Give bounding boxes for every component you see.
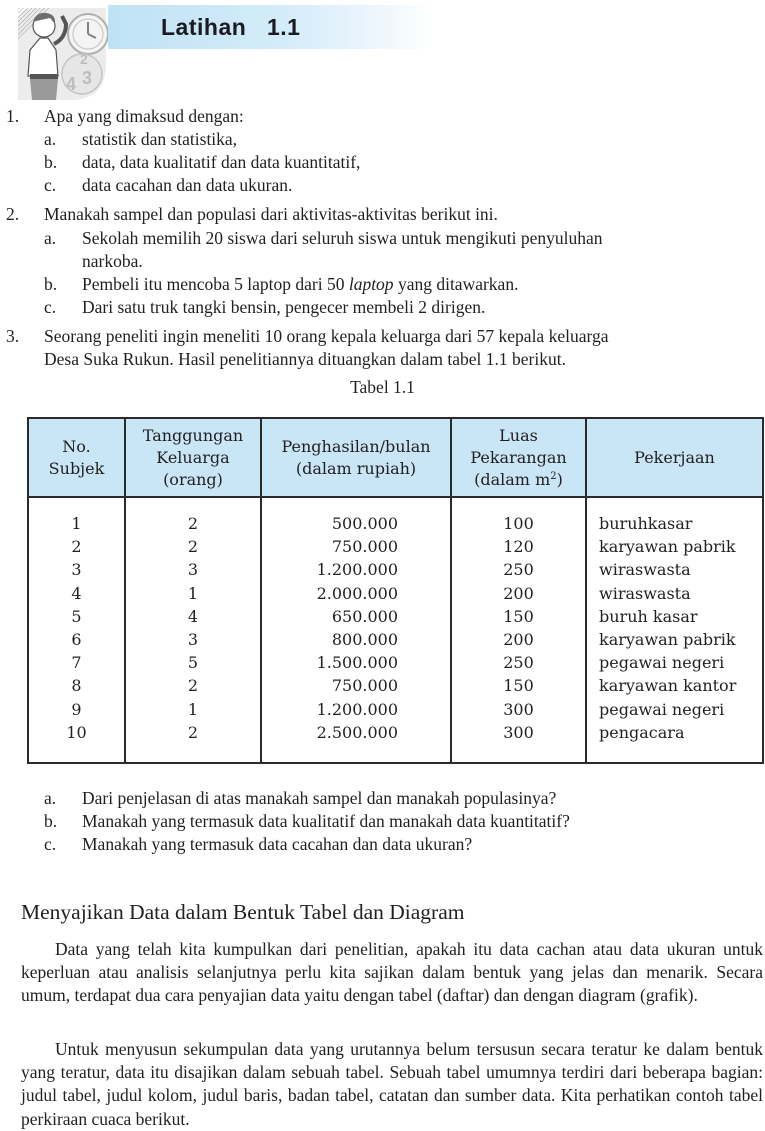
header-line: (dalam rupiah) [295, 458, 417, 478]
thinking-boy-illustration [10, 4, 110, 100]
cell-area: 150 [451, 674, 586, 697]
cell-income: 650.000 [261, 605, 451, 628]
cell-dependents: 1 [125, 582, 261, 605]
item-letter: c. [44, 175, 57, 195]
item-letter: c. [44, 834, 57, 854]
cell-area: 300 [451, 698, 586, 721]
cell-income: 750.000 [261, 674, 451, 697]
table-row [28, 674, 763, 697]
header-line: Tanggungan [142, 425, 244, 445]
cell-dependents: 3 [125, 558, 261, 581]
exercise-title-banner [108, 5, 432, 49]
svg-text:3: 3 [82, 68, 93, 88]
exercise-number: 2. [6, 204, 20, 224]
header-line [474, 470, 563, 489]
cell-dependents: 2 [125, 721, 261, 744]
cell-dependents: 1 [125, 698, 261, 721]
table-row [28, 698, 763, 721]
cell-area: 250 [451, 558, 586, 581]
header-line: (orang) [163, 469, 223, 489]
section-paragraph: Untuk menyusun sekumpulan data yang urutannya belum tersusun secara teratur ke dalam bentuk yang teratur, data itu disajikan dalam sebuah tabel. Sebuah tabel umumnya terdiri dari beberapa bagian: judul tabel, judul kolom, judul baris, badan tabel, catatan dan sumber data. Kita perhatikan contoh tabel perkiraan cuaca berikut. [21, 1039, 763, 1129]
cell-no: 2 [28, 535, 125, 558]
exercise-number: 1. [6, 106, 20, 126]
header-line: Pekarangan [470, 447, 567, 467]
cell-income: 1.200.000 [261, 698, 451, 721]
cell-no: 3 [28, 558, 125, 581]
svg-text:4: 4 [66, 74, 77, 94]
header-line: Luas [499, 425, 538, 445]
item-text [82, 273, 518, 296]
cell-income: 750.000 [261, 535, 451, 558]
cell-income: 800.000 [261, 628, 451, 651]
item-text-part: Pembeli itu mencoba 5 laptop dari 50 [82, 274, 349, 294]
header-line: No. [62, 436, 91, 456]
item-letter: a. [44, 129, 57, 149]
item-text: data cacahan dan data ukuran. [82, 175, 293, 195]
header-line-text: (dalam m [474, 469, 551, 489]
svg-text:2: 2 [80, 51, 88, 67]
item-text: Dari penjelasan di atas manakah sampel dan manakah populasinya? [82, 788, 557, 808]
cell-income: 500.000 [261, 512, 451, 535]
superscript: 2 [550, 470, 557, 482]
cell-income: 1.500.000 [261, 651, 451, 674]
item-text-italic: laptop [348, 274, 394, 294]
household-data-table [27, 417, 764, 764]
table-row [28, 535, 763, 558]
cell-job: pengacara [586, 721, 763, 744]
table-spacer [28, 744, 763, 763]
cell-job: karyawan pabrik [586, 628, 763, 651]
cell-area: 250 [451, 651, 586, 674]
exercise-title: Latihan 1.1 [161, 14, 301, 40]
cell-job: karyawan kantor [586, 674, 763, 697]
cell-job: wiraswasta [586, 582, 763, 605]
column-header-luas-pekarangan [451, 418, 586, 497]
cell-area: 300 [451, 721, 586, 744]
cell-job: karyawan pabrik [586, 535, 763, 558]
header-line-text: ) [556, 469, 563, 489]
cell-job: pegawai negeri [586, 698, 763, 721]
table-caption: Tabel 1.1 [350, 377, 415, 397]
table-header-row [28, 418, 763, 497]
item-letter: a. [44, 228, 57, 248]
cell-job: pegawai negeri [586, 651, 763, 674]
table-row [28, 605, 763, 628]
cell-job: buruh kasar [586, 605, 763, 628]
item-letter: b. [44, 152, 58, 172]
cell-job: buruhkasar [586, 512, 763, 535]
cell-area: 150 [451, 605, 586, 628]
cell-income: 2.500.000 [261, 721, 451, 744]
exercise-number: 3. [6, 326, 20, 346]
table-row [28, 628, 763, 651]
section-heading: Menyajikan Data dalam Bentuk Tabel dan Diagram [21, 900, 465, 924]
exercise-question: Seorang peneliti ingin meneliti 10 orang kepala keluarga dari 57 kepala keluarga [44, 326, 609, 346]
cell-no: 1 [28, 512, 125, 535]
cell-no: 7 [28, 651, 125, 674]
exercise-question-continued: Desa Suka Rukun. Hasil penelitiannya dituangkan dalam tabel 1.1 berikut. [44, 349, 566, 369]
column-header-penghasilan [261, 418, 451, 497]
cell-job: wiraswasta [586, 558, 763, 581]
cell-dependents: 3 [125, 628, 261, 651]
item-text: Sekolah memilih 20 siswa dari seluruh siswa untuk mengikuti penyuluhan [82, 228, 603, 248]
header-line: Keluarga [156, 447, 230, 467]
item-text-part: yang ditawarkan. [393, 274, 519, 294]
cell-dependents: 2 [125, 674, 261, 697]
exercise-question: Apa yang dimaksud dengan: [44, 106, 244, 126]
item-text: Manakah yang termasuk data cacahan dan data ukuran? [82, 834, 473, 854]
item-letter: a. [44, 788, 57, 808]
cell-no: 4 [28, 582, 125, 605]
cell-area: 200 [451, 582, 586, 605]
cell-no: 9 [28, 698, 125, 721]
table-row [28, 558, 763, 581]
column-header-no-subjek [28, 418, 125, 497]
item-text: Manakah yang termasuk data kualitatif dan manakah data kuantitatif? [82, 811, 570, 831]
cell-no: 5 [28, 605, 125, 628]
table-spacer [28, 497, 763, 512]
header-line: Pekerjaan [634, 447, 715, 467]
header-line: Penghasilan/bulan [281, 436, 431, 456]
cell-dependents: 2 [125, 512, 261, 535]
table-row [28, 721, 763, 744]
item-letter: b. [44, 274, 58, 294]
cell-income: 2.000.000 [261, 582, 451, 605]
cell-dependents: 5 [125, 651, 261, 674]
table-row [28, 582, 763, 605]
section-paragraph: Data yang telah kita kumpulkan dari penelitian, apakah itu data cachan atau data ukuran untuk keperluan atau analisis selanjutnya perlu kita sajikan dalam bentuk yang jelas dan menarik. Secara umum, terdapat dua cara penyajian data yaitu dengan tabel (daftar) dan dengan diagram (grafik). [21, 939, 763, 1006]
item-text: data, data kualitatif dan data kuantitatif, [82, 152, 361, 172]
cell-no: 10 [28, 721, 125, 744]
item-text: Dari satu truk tangki bensin, pengecer membeli 2 dirigen. [82, 297, 486, 317]
exercise-question: Manakah sampel dan populasi dari aktivitas-aktivitas berikut ini. [44, 204, 498, 224]
item-text: statistik dan statistika, [82, 129, 238, 149]
cell-dependents: 2 [125, 535, 261, 558]
header-line: Subjek [48, 458, 105, 478]
item-text-continued: narkoba. [82, 251, 143, 271]
table-row [28, 651, 763, 674]
cell-no: 8 [28, 674, 125, 697]
column-header-pekerjaan [586, 418, 763, 497]
item-letter: c. [44, 297, 57, 317]
cell-area: 200 [451, 628, 586, 651]
cell-area: 120 [451, 535, 586, 558]
cell-income: 1.200.000 [261, 558, 451, 581]
column-header-tanggungan [125, 418, 261, 497]
cell-no: 6 [28, 628, 125, 651]
illustration-icon [10, 4, 110, 100]
cell-dependents: 4 [125, 605, 261, 628]
table-row [28, 512, 763, 535]
cell-area: 100 [451, 512, 586, 535]
item-letter: b. [44, 811, 58, 831]
